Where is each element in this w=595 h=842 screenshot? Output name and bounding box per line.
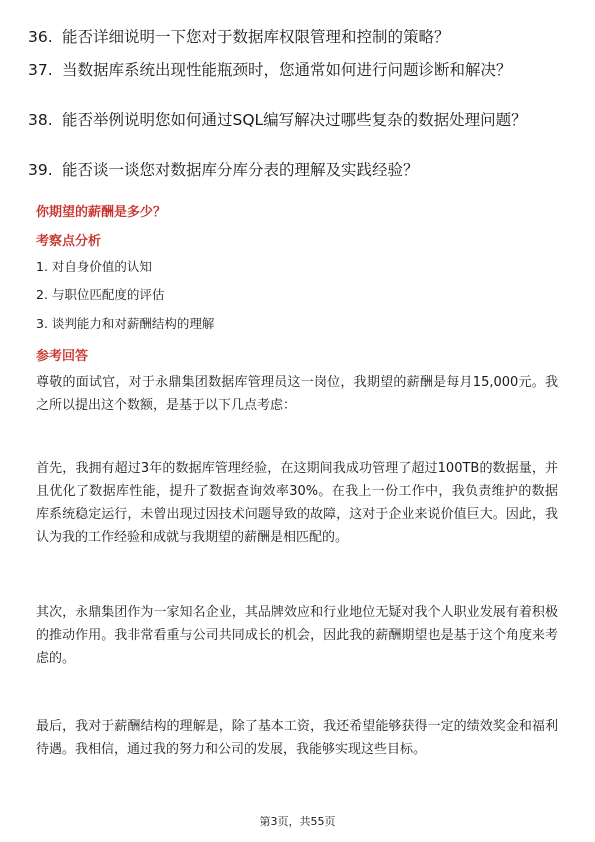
section-title: 你期望的薪酬是多少？ <box>36 205 167 220</box>
question-text: 能否谈一谈您对数据库分库分表的理解及实践经验？ <box>62 161 419 179</box>
question-text: 能否详细说明一下您对于数据库权限管理和控制的策略？ <box>62 28 450 46</box>
question-36 <box>28 26 568 49</box>
question-number: 36. <box>28 28 53 46</box>
question-38 <box>28 109 568 132</box>
question-37 <box>28 59 568 82</box>
question-number: 38. <box>28 111 53 129</box>
answer-paragraph: 最后，我对于薪酬结构的理解是，除了基本工资，我还希望能够获得一定的绩效奖金和福利待遇。我相信，通过我的努力和公司的发展，我能够实现这些目标。 <box>36 719 558 757</box>
answer-paragraph: 其次，永鼎集团作为一家知名企业，其品牌效应和行业地位无疑对我个人职业发展有着积极的推动作用。我非常看重与公司共同成长的机会，因此我的薪酬期望也是基于这个角度来考虑的。 <box>36 605 558 666</box>
question-text: 当数据库系统出现性能瓶颈时，您通常如何进行问题诊断和解决？ <box>62 61 512 79</box>
answer-paragraph: 尊敬的面试官，对于永鼎集团数据库管理员这一岗位，我期望的薪酬是每月15,000元。我之所以提出这个数额，是基于以下几点考虑： <box>36 375 558 413</box>
question-number: 37. <box>28 61 53 79</box>
analysis-item: 1. 对自身价值的认知 <box>36 259 152 274</box>
question-number: 39. <box>28 161 53 179</box>
question-39 <box>28 159 568 182</box>
analysis-item: 3. 谈判能力和对薪酬结构的理解 <box>36 316 215 331</box>
answer-paragraph: 首先，我拥有超过3年的数据库管理经验，在这期间我成功管理了超过100TB的数据量，并且优化了数据库性能，提升了数据查询效率30%。在我上一份工作中，我负责维护的数据库系统稳定运行，未曾出现过因技术问题导致的故障，这对于企业来说价值巨大。因此，我认为我的工作经验和成就与我期望的薪酬是相匹配的。 <box>36 461 558 545</box>
page-footer: 第3页，共55页 <box>259 815 336 828</box>
analysis-item: 2. 与职位匹配度的评估 <box>36 287 165 302</box>
question-text: 能否举例说明您如何通过SQL编写解决过哪些复杂的数据处理问题？ <box>62 111 527 129</box>
analysis-title: 考察点分析 <box>36 234 102 249</box>
answer-title: 参考回答 <box>36 349 89 364</box>
